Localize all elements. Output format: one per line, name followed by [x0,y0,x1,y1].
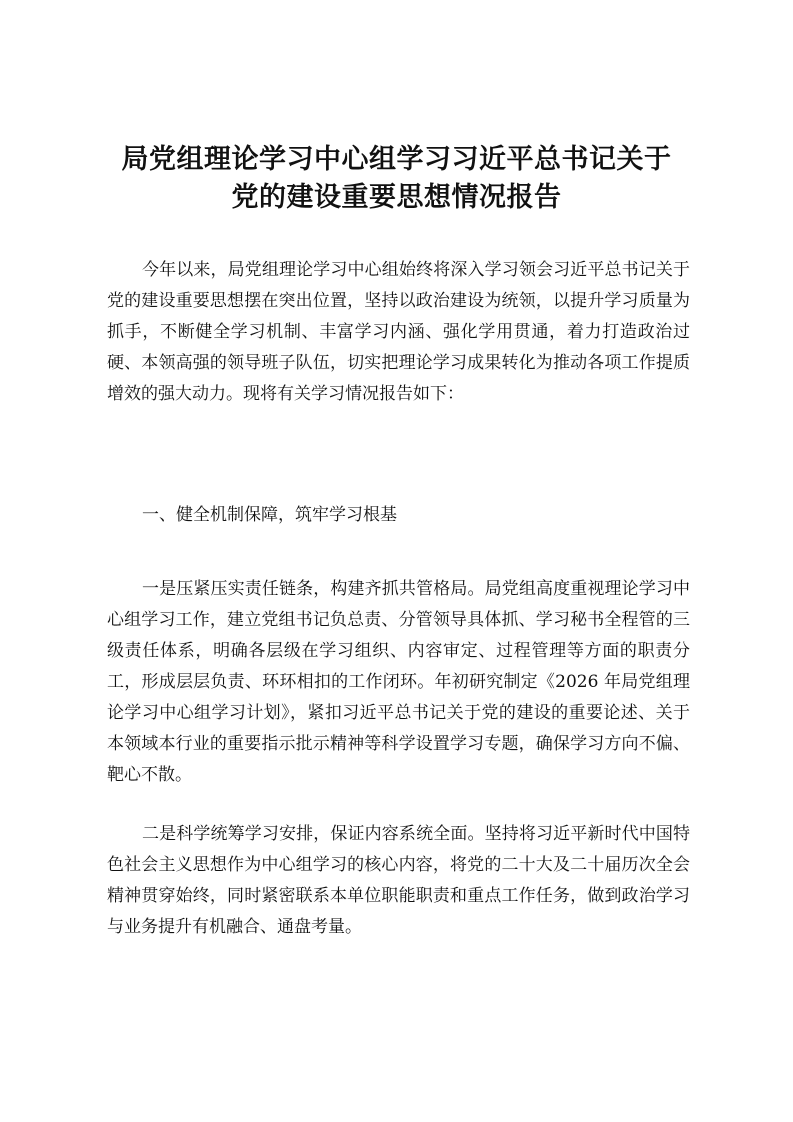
document-title-line-1: 局党组理论学习中心组学习习近平总书记关于 [121,144,672,175]
body-paragraph-1: 一是压紧压实责任链条，构建齐抓共管格局。局党组高度重视理论学习中心组学习工作，建立党组书记负总责、分管领导具体抓、学习秘书全程管的三级责任体系，明确各层级在学习组织、内容审定、过程管理等方面的职责分工，形成层层负责、环环相扣的工作闭环。年初研究制定《2026 年局党组理论学习中心组学习计划》，紧扣习近平总书记关于党的建设的重要论述、关于本领域本行业的重要指示批示精神等科学设置学习专题，确保学习方向不偏、靶心不散。 [107,579,690,785]
body-paragraph-2: 二是科学统筹学习安排，保证内容系统全面。坚持将习近平新时代中国特色社会主义思想作为中心组学习的核心内容，将党的二十大及二十届历次全会精神贯穿始终，同时紧密联系本单位职能职责和重点工作任务，做到政治学习与业务提升有机融合、通盘考量。 [107,824,690,937]
section-heading-1: 一、健全机制保障，筑牢学习根基 [142,505,397,525]
intro-paragraph: 今年以来，局党组理论学习中心组始终将深入学习领会习近平总书记关于党的建设重要思想摆在突出位置，坚持以政治建设为统领，以提升学习质量为抓手，不断健全学习机制、丰富学习内涵、强化学用贯通，着力打造政治过硬、本领高强的领导班子队伍，切实把理论学习成果转化为推动各项工作提质增效的强大动力。现将有关学习情况报告如下： [107,260,690,404]
document-title-line-2: 党的建设重要思想情况报告 [231,182,562,213]
